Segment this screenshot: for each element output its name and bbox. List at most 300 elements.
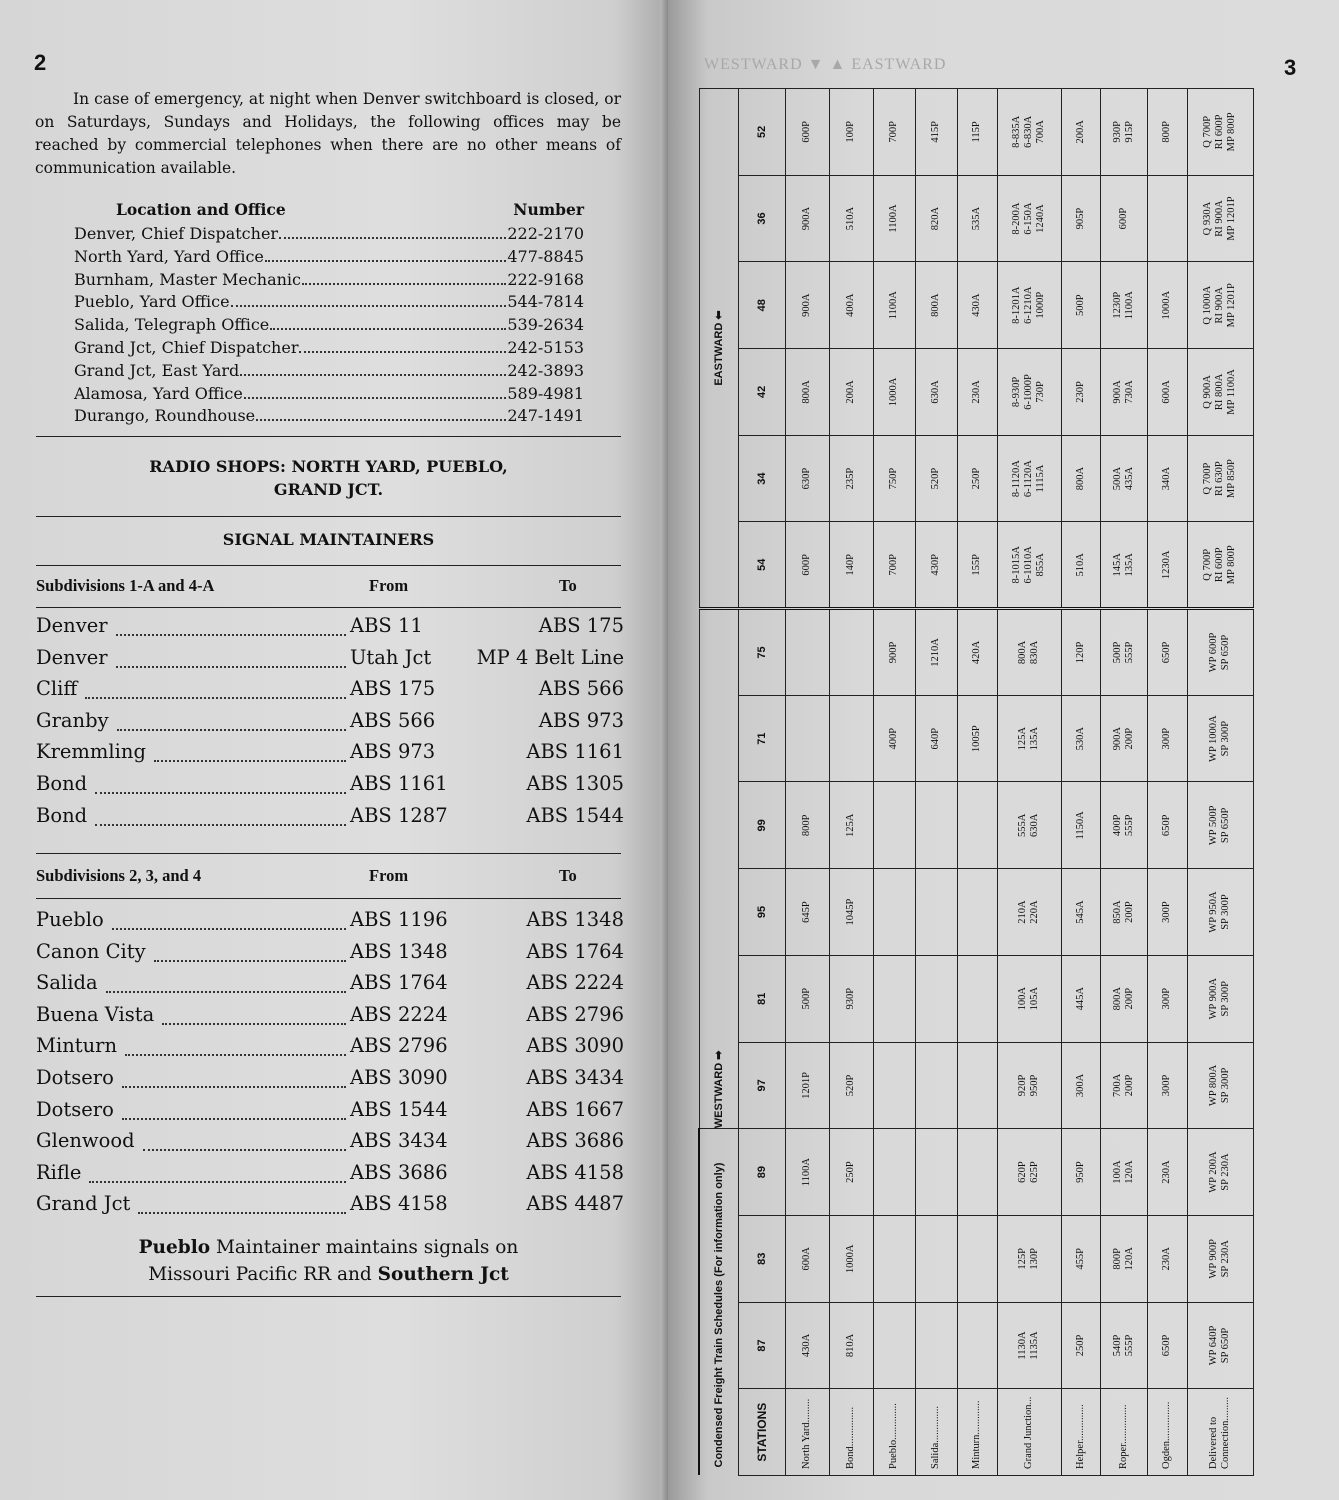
group2-header (36, 866, 621, 888)
signal-to: ABS 973 (538, 708, 624, 732)
station-row (1061, 89, 1101, 1476)
leader-dots (125, 1054, 346, 1056)
signal-row (36, 1066, 624, 1098)
contact-number: 477-8845 (507, 246, 584, 266)
group2-to-header: To (559, 866, 577, 885)
train-number: 48 (739, 262, 785, 349)
station-row (957, 89, 997, 1476)
schedule-time: 600P (785, 522, 829, 609)
contact-name: Durango, Roundhouse (74, 406, 256, 426)
schedule-time: 200A (1061, 89, 1101, 176)
schedule-time: 445A (1061, 955, 1101, 1042)
schedule-time: 900A (785, 262, 829, 349)
leader-dots (143, 1149, 346, 1151)
contact-row (74, 315, 584, 338)
schedule-time: 230A (957, 349, 997, 436)
signal-row (36, 646, 624, 678)
schedule-time: 100P (829, 89, 873, 176)
contact-number: 242-5153 (507, 337, 584, 357)
schedule-time: 1045P (829, 869, 873, 956)
schedule-time (915, 955, 957, 1042)
schedule-time: 630A (915, 349, 957, 436)
leader-dots (106, 991, 346, 993)
signal-location: Canon City (36, 939, 146, 963)
contacts-header-number: Number (513, 200, 584, 219)
leader-dots (279, 237, 506, 239)
schedule-time: 510A (829, 175, 873, 262)
schedule-time: 1005P (957, 695, 997, 782)
station-name: Helper.............. (1061, 1389, 1101, 1476)
page-number-right: 3 (1284, 55, 1297, 80)
train-number: 52 (739, 89, 785, 176)
schedule-time: 645P (785, 869, 829, 956)
schedule-time: 800A (1061, 435, 1101, 522)
contact-number: 222-9168 (507, 269, 584, 289)
signal-from: ABS 566 (350, 708, 436, 732)
signal-location: Pueblo (36, 908, 104, 931)
signal-location: Cliff (36, 677, 78, 701)
schedule-time: 600P (1101, 175, 1147, 262)
signal-to: ABS 1544 (526, 803, 624, 827)
signal-row (36, 1098, 624, 1130)
schedule-time: 455P (1061, 1215, 1101, 1302)
schedule-time: 810A (829, 1302, 873, 1389)
schedule-time: 120P (1061, 609, 1101, 696)
freight-schedule (698, 88, 1254, 1476)
schedule-time: 1210A (915, 609, 957, 696)
signal-to: ABS 1348 (526, 908, 624, 931)
schedule-time: 900A (785, 175, 829, 262)
train-number: 83 (739, 1215, 785, 1302)
train-number: 34 (739, 435, 785, 522)
group1-from-header: From (369, 576, 409, 595)
train-number: 36 (739, 175, 785, 262)
schedule-time: 930P 915P (1101, 89, 1147, 176)
schedule-time: 230A (1147, 1215, 1187, 1302)
schedule-time (915, 782, 957, 869)
leader-dots (244, 397, 507, 399)
schedule-time: 535A (957, 175, 997, 262)
schedule-time: 700A 200P (1101, 1042, 1147, 1129)
schedule-time (915, 1215, 957, 1302)
signal-to: ABS 566 (538, 677, 624, 701)
schedule-time: 700P (873, 89, 915, 176)
schedule-time: WP 1000A SP 300P (1187, 695, 1253, 782)
signal-row (36, 1192, 624, 1224)
signal-to: ABS 3434 (526, 1065, 624, 1089)
contact-name: Denver, Chief Dispatcher (74, 224, 279, 243)
leader-dots (302, 283, 506, 285)
schedule-time: WP 900A SP 300P (1187, 955, 1253, 1042)
table-title: Condensed Freight Train Schedules (For information only) (699, 1129, 739, 1476)
schedule-time: 630P (785, 435, 829, 522)
schedule-time: 640P (915, 695, 957, 782)
schedule-time: 250P (1061, 1302, 1101, 1389)
schedule-time: 750P (873, 435, 915, 522)
signal-row (36, 971, 624, 1003)
signal-from: ABS 1764 (350, 971, 448, 995)
schedule-time: 1150A (1061, 782, 1101, 869)
leader-dots (122, 1086, 346, 1088)
schedule-time: 8-930P 6-1000P 730P (997, 349, 1061, 436)
schedule-time: 650P (1147, 782, 1187, 869)
signal-row (36, 614, 624, 646)
schedule-time: 900A 730A (1101, 349, 1147, 436)
signal-from: ABS 175 (350, 677, 436, 701)
schedule-time: 1000A (829, 1215, 873, 1302)
schedule-time: 400P (873, 695, 915, 782)
schedule-time (873, 1129, 915, 1216)
schedule-time: 1000A (1147, 262, 1187, 349)
station-name: Grand Junction... (997, 1389, 1061, 1476)
signal-maintainers-title: SIGNAL MAINTAINERS (222, 530, 435, 549)
schedule-time: 500P (1061, 262, 1101, 349)
schedule-time: 140P (829, 522, 873, 609)
schedule-time: 800A 830A (997, 609, 1061, 696)
schedule-time (915, 1302, 957, 1389)
schedule-time (957, 1129, 997, 1216)
contact-number: 539-2634 (507, 315, 584, 335)
station-row (1187, 89, 1253, 1476)
schedule-time (829, 609, 873, 696)
schedule-time: 1100A (785, 1129, 829, 1216)
signal-row (36, 940, 624, 972)
leader-dots (299, 351, 506, 353)
schedule-time: 415P (915, 89, 957, 176)
station-name: North Yard......... (785, 1389, 829, 1476)
signal-location: Denver (36, 645, 108, 669)
leader-dots (122, 1118, 346, 1120)
signal-row (36, 709, 624, 741)
schedule-time (915, 869, 957, 956)
schedule-time: 145A 135A (1101, 522, 1147, 609)
station-name: Pueblo.............. (873, 1389, 915, 1476)
signal-from: ABS 1161 (350, 771, 448, 795)
signal-row (36, 908, 624, 940)
schedule-time (873, 1042, 915, 1129)
schedule-time (957, 1302, 997, 1389)
schedule-time: 900P (873, 609, 915, 696)
schedule-time: 510A (1061, 522, 1101, 609)
schedule-time: 500P 555P (1101, 609, 1147, 696)
signal-from: ABS 1544 (350, 1097, 448, 1121)
schedule-time: Q 700P RI 600P MP 800P (1187, 522, 1253, 609)
signal-to: ABS 3686 (526, 1129, 624, 1153)
schedule-time: 650P (1147, 1302, 1187, 1389)
station-name: Ogden............... (1147, 1389, 1187, 1476)
divider (36, 853, 621, 854)
schedule-time: 430P (915, 522, 957, 609)
contact-row (74, 292, 584, 315)
contact-number: 242-3893 (507, 360, 584, 380)
schedule-time: 520P (829, 1042, 873, 1129)
schedule-time (785, 695, 829, 782)
leader-dots (116, 666, 346, 668)
schedule-time: 400P 555P (1101, 782, 1147, 869)
schedule-time: 800A 200P (1101, 955, 1147, 1042)
signal-to: ABS 175 (538, 614, 624, 637)
schedule-time: 800A (785, 349, 829, 436)
signal-from: ABS 973 (350, 740, 436, 764)
schedule-time: 900A 200P (1101, 695, 1147, 782)
footnote-text-2: Missouri Pacific RR and (148, 1264, 378, 1285)
contacts-header-location: Location and Office (116, 200, 286, 219)
contacts-header (74, 200, 584, 224)
signal-from: ABS 1287 (350, 803, 448, 827)
schedule-time: WP 950A SP 300P (1187, 869, 1253, 956)
schedule-time: WP 200A SP 230A (1187, 1129, 1253, 1216)
leader-dots (117, 729, 346, 731)
signal-to: ABS 4487 (526, 1192, 624, 1216)
signal-row (36, 772, 624, 804)
schedule-time: 950P (1061, 1129, 1101, 1216)
schedule-time: 250P (829, 1129, 873, 1216)
signal-from: ABS 2224 (350, 1002, 448, 1026)
contact-name: Salida, Telegraph Office (74, 315, 270, 335)
signal-location: Bond (36, 803, 88, 827)
left-page (0, 0, 668, 1500)
signal-from: ABS 3090 (350, 1065, 448, 1089)
schedule-time: 555A 630A (997, 782, 1061, 869)
schedule-time (873, 955, 915, 1042)
contact-row (74, 338, 584, 361)
signal-location: Granby (36, 708, 109, 732)
schedule-time: 8-1015A 6-1010A 855A (997, 522, 1061, 609)
schedule-time: 600A (785, 1215, 829, 1302)
signal-to: ABS 4158 (526, 1160, 624, 1184)
schedule-time (873, 782, 915, 869)
schedule-time: 400A (829, 262, 873, 349)
leader-dots (116, 634, 346, 636)
schedule-time: 420A (957, 609, 997, 696)
signal-row (36, 1003, 624, 1035)
schedule-time (957, 1042, 997, 1129)
train-number: 89 (739, 1129, 785, 1216)
station-row (1101, 89, 1147, 1476)
contact-row (74, 270, 584, 293)
divider (36, 607, 621, 608)
schedule-time: 800A (915, 262, 957, 349)
schedule-time: 800P (785, 782, 829, 869)
signal-location: Grand Jct (36, 1192, 131, 1216)
freight-schedule-rotated (698, 88, 1254, 1476)
eastward-label: EASTWARD ⬅ (699, 89, 739, 609)
schedule-time: 540P 555P (1101, 1302, 1147, 1389)
leader-dots (112, 928, 346, 930)
station-name: Roper............... (1101, 1389, 1147, 1476)
schedule-time: 905P (1061, 175, 1101, 262)
station-row (915, 89, 957, 1476)
stations-header: STATIONS (739, 1389, 785, 1476)
train-number: 75 (739, 609, 785, 696)
contact-row (74, 224, 584, 247)
station-row (785, 89, 829, 1476)
signal-row (36, 804, 624, 836)
group2-list (36, 908, 624, 1224)
schedule-time: 920P 950P (997, 1042, 1061, 1129)
schedule-time: 115P (957, 89, 997, 176)
signal-location: Denver (36, 614, 108, 637)
schedule-time: 155P (957, 522, 997, 609)
signal-from: Utah Jct (350, 645, 432, 669)
group2-from-header: From (369, 866, 409, 885)
leader-dots (89, 1181, 346, 1183)
signal-location: Kremmling (36, 740, 146, 764)
footnote (36, 1234, 621, 1288)
schedule-time: 1000A (873, 349, 915, 436)
schedule-time: 820A (915, 175, 957, 262)
group1-list (36, 614, 624, 835)
group2-title: Subdivisions 2, 3, and 4 (36, 866, 202, 885)
contact-number: 222-2170 (507, 224, 584, 243)
schedule-time (957, 1215, 997, 1302)
schedule-time (873, 1302, 915, 1389)
signal-row (36, 740, 624, 772)
schedule-time: Q 700P RI 600P MP 800P (1187, 89, 1253, 176)
signal-row (36, 677, 624, 709)
emergency-intro: In case of emergency, at night when Denver switchboard is closed, or on Saturdays, Sundays and Holidays, the following offices may be reached by commercial telephones when there are no other means of communication available. (35, 90, 621, 177)
schedule-time: 230A (1147, 1129, 1187, 1216)
schedule-time: 1100A (873, 262, 915, 349)
contact-number: 247-1491 (507, 406, 584, 426)
signal-to: ABS 1161 (526, 740, 624, 764)
contact-name: Alamosa, Yard Office (74, 383, 243, 403)
signal-to: ABS 2796 (526, 1002, 624, 1026)
station-row (829, 89, 873, 1476)
schedule-time: 100A 120A (1101, 1129, 1147, 1216)
signal-location: Dotsero (36, 1097, 114, 1121)
train-number: 54 (739, 522, 785, 609)
schedule-time: 430A (785, 1302, 829, 1389)
schedule-time (957, 782, 997, 869)
footnote-bold-2: Southern Jct (377, 1264, 509, 1285)
contact-name: Burnham, Master Mechanic (74, 269, 302, 289)
schedule-time: Q 900A RI 800A MP 1100A (1187, 349, 1253, 436)
contact-number: 544-7814 (507, 292, 584, 312)
schedule-time (1147, 175, 1187, 262)
contact-row (74, 384, 584, 407)
signal-to: MP 4 Belt Line (476, 645, 624, 669)
contact-row (74, 247, 584, 270)
schedule-time: 300P (1147, 1042, 1187, 1129)
contact-name: Pueblo, Yard Office (74, 292, 230, 312)
schedule-time: 340A (1147, 435, 1187, 522)
divider (36, 436, 621, 437)
schedule-time: 300P (1147, 695, 1187, 782)
leader-dots (85, 697, 346, 699)
leader-dots (270, 328, 506, 330)
contacts-list (74, 200, 584, 429)
schedule-time: 520P (915, 435, 957, 522)
station-row (873, 89, 915, 1476)
train-number: 97 (739, 1042, 785, 1129)
schedule-time (957, 955, 997, 1042)
schedule-time: WP 900P SP 230A (1187, 1215, 1253, 1302)
schedule-time: 530A (1061, 695, 1101, 782)
schedule-time: Q 930A RI 900A MP 1201P (1187, 175, 1253, 262)
schedule-time: 1201P (785, 1042, 829, 1129)
contact-row (74, 406, 584, 429)
train-number: 99 (739, 782, 785, 869)
schedule-time (873, 869, 915, 956)
schedule-time: 930P (829, 955, 873, 1042)
schedule-time: 600P (785, 89, 829, 176)
signal-to: ABS 1305 (526, 771, 624, 795)
schedule-time: 100A 105A (997, 955, 1061, 1042)
leader-dots (240, 374, 506, 376)
contact-name: North Yard, Yard Office (74, 246, 264, 266)
leader-dots (154, 760, 346, 762)
divider (36, 898, 621, 899)
signal-to: ABS 2224 (526, 971, 624, 995)
schedule-time: 300A (1061, 1042, 1101, 1129)
signal-from: ABS 1196 (350, 908, 448, 931)
schedule-time: 1230A (1147, 522, 1187, 609)
schedule-time: 620P 625P (997, 1129, 1061, 1216)
schedule-time (957, 869, 997, 956)
schedule-time: 800P 120A (1101, 1215, 1147, 1302)
station-row (997, 89, 1061, 1476)
train-number: 42 (739, 349, 785, 436)
schedule-time (915, 1042, 957, 1129)
station-name: Delivered to Connection......... (1187, 1389, 1253, 1476)
schedule-time: 210A 220A (997, 869, 1061, 956)
schedule-time: 1100A (873, 175, 915, 262)
schedule-time: 500P (785, 955, 829, 1042)
station-name: Salida.............. (915, 1389, 957, 1476)
schedule-time: 8-200A 6-150A 1240A (997, 175, 1061, 262)
signal-from: ABS 3686 (350, 1160, 448, 1184)
group1-title: Subdivisions 1-A and 4-A (36, 576, 215, 595)
station-name: Bond............... (829, 1389, 873, 1476)
station-name: Minturn............. (957, 1389, 997, 1476)
schedule-time: 300P (1147, 869, 1187, 956)
signal-row (36, 1161, 624, 1193)
contact-name: Grand Jct, East Yard (74, 360, 240, 380)
contact-name: Grand Jct, Chief Dispatcher (74, 337, 299, 357)
bleed-through-text: WESTWARD ▼ ▲ EASTWARD (704, 56, 947, 73)
signal-from: ABS 2796 (350, 1034, 448, 1058)
schedule-time: 8-835A 6-830A 700A (997, 89, 1061, 176)
signal-row (36, 1129, 624, 1161)
schedule-time: 200A (829, 349, 873, 436)
schedule-time: Q 700P RI 630P MP 850P (1187, 435, 1253, 522)
schedule-time: WP 600P SP 650P (1187, 609, 1253, 696)
westward-label: WESTWARD ➡ (699, 609, 739, 1129)
schedule-time: 125P 130P (997, 1215, 1061, 1302)
schedule-time: 125A (829, 782, 873, 869)
schedule-time: 300P (1147, 955, 1187, 1042)
schedule-time: 235P (829, 435, 873, 522)
signal-location: Salida (36, 971, 98, 995)
signal-to: ABS 1667 (526, 1097, 624, 1121)
schedule-time (829, 695, 873, 782)
freight-schedule-table (698, 88, 1254, 1476)
signal-row (36, 1034, 624, 1066)
leader-dots (256, 419, 506, 421)
signal-to: ABS 3090 (526, 1034, 624, 1058)
leader-dots (95, 792, 346, 794)
page-number-left: 2 (34, 50, 47, 75)
signal-location: Minturn (36, 1034, 118, 1058)
signal-to: ABS 1764 (526, 939, 624, 963)
schedule-time: 500A 435A (1101, 435, 1147, 522)
footnote-bold-1: Pueblo (138, 1237, 211, 1258)
schedule-time: 1130A 1135A (997, 1302, 1061, 1389)
schedule-time (873, 1215, 915, 1302)
radio-shops-line1: RADIO SHOPS: NORTH YARD, PUEBLO, (149, 457, 508, 476)
signal-location: Glenwood (36, 1129, 135, 1153)
